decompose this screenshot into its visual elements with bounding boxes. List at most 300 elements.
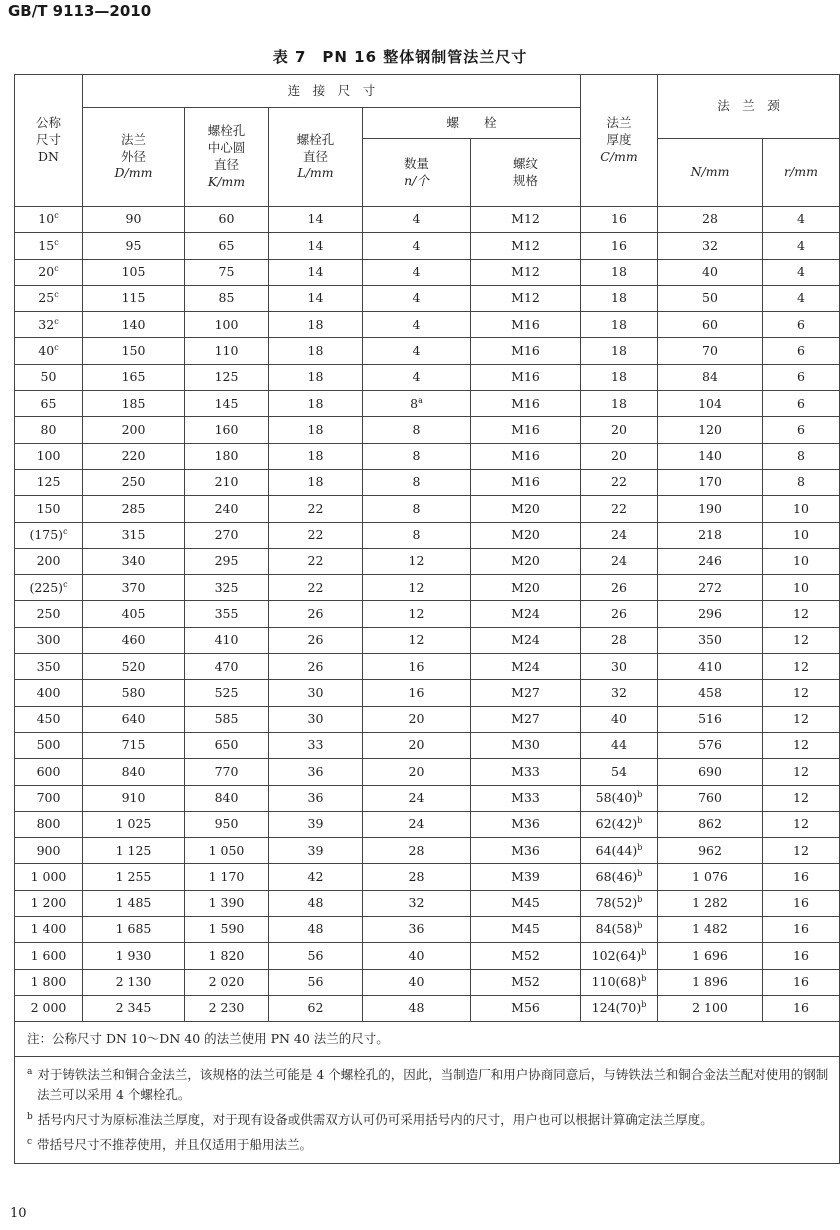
cell-outer-dia: 405	[83, 601, 185, 627]
cell-bolt-qty: 36	[363, 917, 471, 943]
cell-neck-n: 962	[658, 838, 763, 864]
cell-neck-n: 690	[658, 759, 763, 785]
cell-thickness: $84(58)^b$	[581, 917, 658, 943]
cell-bolt-hole: 56	[269, 943, 363, 969]
cell-bolt-thread: M52	[471, 943, 581, 969]
cell-bolt-hole: 39	[269, 811, 363, 837]
cell-bolt-thread: M30	[471, 732, 581, 758]
cell-thickness: $110(68)^b$	[581, 969, 658, 995]
cell-bolt-hole: 14	[269, 285, 363, 311]
header-bolt-qty: 数量 n/个	[363, 139, 471, 207]
table-row	[15, 995, 840, 1021]
cell-thickness: $124(70)^b$	[581, 995, 658, 1021]
header-bolt-circle: 螺栓孔 中心圆 直径 K/mm	[185, 108, 269, 207]
cell-outer-dia: 250	[83, 469, 185, 495]
cell-bolt-qty: 24	[363, 785, 471, 811]
cell-bolt-hole: 14	[269, 207, 363, 233]
cell-bolt-qty: 4	[363, 364, 471, 390]
cell-bolt-qty: 12	[363, 627, 471, 653]
cell-bolt-hole: 22	[269, 548, 363, 574]
cell-dn: 700	[15, 785, 83, 811]
cell-outer-dia: 1 930	[83, 943, 185, 969]
table-row	[15, 732, 840, 758]
cell-bolt-circle: 1 590	[185, 917, 269, 943]
cell-bolt-qty: 12	[363, 601, 471, 627]
cell-bolt-hole: 22	[269, 575, 363, 601]
footnote-ref: c	[54, 342, 59, 352]
table-row	[15, 338, 840, 364]
header-connection: 连 接 尺 寸	[83, 75, 581, 108]
cell-bolt-hole: 48	[269, 917, 363, 943]
cell-neck-n: 104	[658, 391, 763, 417]
cell-dn: 1 000	[15, 864, 83, 890]
cell-outer-dia: 1 685	[83, 917, 185, 943]
cell-dn: 1 600	[15, 943, 83, 969]
cell-neck-r: 6	[763, 312, 840, 338]
footnote-a: $^a$ 对于铸铁法兰和铜合金法兰，该规格的法兰可能是 4 个螺栓孔的，因此，当制造厂和用户协商同意后，与铸铁法兰和铜合金法兰配对使用的钢制法兰可以采用 4 个螺栓孔。	[27, 1066, 829, 1103]
cell-neck-r: 12	[763, 759, 840, 785]
cell-thickness: 54	[581, 759, 658, 785]
cell-bolt-circle: 270	[185, 522, 269, 548]
cell-dn: 2 000	[15, 995, 83, 1021]
cell-outer-dia: 2 345	[83, 995, 185, 1021]
cell-neck-r: 4	[763, 285, 840, 311]
cell-outer-dia: 150	[83, 338, 185, 364]
cell-bolt-hole: 36	[269, 759, 363, 785]
cell-bolt-circle: 110	[185, 338, 269, 364]
cell-outer-dia: 1 125	[83, 838, 185, 864]
cell-outer-dia: 580	[83, 680, 185, 706]
cell-neck-n: 350	[658, 627, 763, 653]
cell-dn: 10$^c$	[15, 207, 83, 233]
cell-neck-n: 516	[658, 706, 763, 732]
cell-outer-dia: 910	[83, 785, 185, 811]
cell-neck-r: 12	[763, 601, 840, 627]
cell-bolt-qty: 8$^a$	[363, 391, 471, 417]
cell-thickness: 24	[581, 548, 658, 574]
cell-neck-r: 12	[763, 838, 840, 864]
flange-dimension-table	[14, 74, 840, 1164]
cell-bolt-thread: M24	[471, 627, 581, 653]
cell-neck-r: 8	[763, 443, 840, 469]
cell-outer-dia: 285	[83, 496, 185, 522]
footnote-ref: c	[63, 526, 68, 536]
cell-bolt-circle: 210	[185, 469, 269, 495]
cell-thickness: 18	[581, 285, 658, 311]
cell-thickness: 26	[581, 601, 658, 627]
table-row	[15, 917, 840, 943]
cell-outer-dia: 2 130	[83, 969, 185, 995]
cell-bolt-circle: 2 020	[185, 969, 269, 995]
cell-thickness: 28	[581, 627, 658, 653]
table-row	[15, 233, 840, 259]
cell-bolt-qty: 4	[363, 233, 471, 259]
table-note: 注：公称尺寸 DN 10～DN 40 的法兰使用 PN 40 法兰的尺寸。	[15, 1022, 840, 1056]
cell-bolt-qty: 4	[363, 285, 471, 311]
cell-thickness: 20	[581, 443, 658, 469]
cell-bolt-circle: 650	[185, 732, 269, 758]
cell-neck-r: 10	[763, 575, 840, 601]
cell-bolt-hole: 30	[269, 680, 363, 706]
header-dn: 公称 尺寸 DN	[15, 75, 83, 207]
header-neck-n: N/mm	[658, 139, 763, 207]
cell-bolt-qty: 8	[363, 522, 471, 548]
cell-outer-dia: 520	[83, 654, 185, 680]
cell-bolt-thread: M12	[471, 259, 581, 285]
cell-bolt-circle: 525	[185, 680, 269, 706]
cell-thickness: 30	[581, 654, 658, 680]
cell-bolt-qty: 20	[363, 732, 471, 758]
cell-dn: 125	[15, 469, 83, 495]
table-row	[15, 601, 840, 627]
cell-bolt-circle: 145	[185, 391, 269, 417]
cell-bolt-thread: M27	[471, 680, 581, 706]
cell-bolt-qty: 32	[363, 890, 471, 916]
cell-bolt-hole: 33	[269, 732, 363, 758]
cell-thickness: 18	[581, 338, 658, 364]
cell-bolt-thread: M36	[471, 838, 581, 864]
cell-bolt-hole: 48	[269, 890, 363, 916]
cell-bolt-circle: 60	[185, 207, 269, 233]
cell-neck-r: 10	[763, 548, 840, 574]
footnote-ref: b	[637, 842, 643, 852]
cell-bolt-circle: 1 820	[185, 943, 269, 969]
cell-bolt-qty: 4	[363, 207, 471, 233]
cell-bolt-thread: M16	[471, 443, 581, 469]
cell-thickness: 22	[581, 496, 658, 522]
cell-bolt-hole: 26	[269, 601, 363, 627]
cell-bolt-qty: 20	[363, 759, 471, 785]
cell-outer-dia: 140	[83, 312, 185, 338]
note-row	[15, 1022, 840, 1056]
cell-neck-r: 8	[763, 469, 840, 495]
cell-bolt-circle: 295	[185, 548, 269, 574]
cell-thickness: 18	[581, 391, 658, 417]
cell-bolt-hole: 18	[269, 417, 363, 443]
cell-thickness: 26	[581, 575, 658, 601]
footnote-ref: c	[54, 211, 59, 221]
cell-bolt-hole: 18	[269, 338, 363, 364]
cell-dn: 1 400	[15, 917, 83, 943]
cell-dn: 150	[15, 496, 83, 522]
cell-neck-r: 6	[763, 338, 840, 364]
cell-neck-n: 190	[658, 496, 763, 522]
cell-neck-n: 60	[658, 312, 763, 338]
cell-bolt-hole: 26	[269, 654, 363, 680]
table-row	[15, 654, 840, 680]
footnote-ref: b	[637, 895, 643, 905]
cell-bolt-qty: 24	[363, 811, 471, 837]
cell-bolt-circle: 950	[185, 811, 269, 837]
cell-neck-r: 12	[763, 706, 840, 732]
cell-neck-n: 1 482	[658, 917, 763, 943]
cell-dn: 20$^c$	[15, 259, 83, 285]
table-row	[15, 496, 840, 522]
footnote-ref: a	[418, 395, 423, 405]
cell-bolt-qty: 40	[363, 943, 471, 969]
cell-bolt-thread: M12	[471, 285, 581, 311]
cell-neck-r: 12	[763, 785, 840, 811]
cell-neck-r: 6	[763, 364, 840, 390]
cell-dn: 25$^c$	[15, 285, 83, 311]
cell-neck-n: 410	[658, 654, 763, 680]
cell-neck-r: 12	[763, 654, 840, 680]
cell-bolt-hole: 14	[269, 233, 363, 259]
header-bolt: 螺 栓	[363, 108, 581, 139]
cell-bolt-circle: 840	[185, 785, 269, 811]
table-row	[15, 627, 840, 653]
cell-bolt-thread: M16	[471, 417, 581, 443]
table-row	[15, 811, 840, 837]
cell-outer-dia: 370	[83, 575, 185, 601]
cell-bolt-circle: 160	[185, 417, 269, 443]
header-bolt-thread: 螺纹 规格	[471, 139, 581, 207]
cell-bolt-thread: M16	[471, 391, 581, 417]
cell-bolt-qty: 40	[363, 969, 471, 995]
standard-code: GB/T 9113—2010	[8, 2, 152, 20]
footnote-b: $^b$ 括号内尺寸为原标准法兰厚度，对于现有设备或供需双方认可仍可采用括号内的尺寸，用户也可以根据计算确定法兰厚度。	[27, 1111, 713, 1128]
cell-neck-n: 1 896	[658, 969, 763, 995]
cell-neck-r: 16	[763, 943, 840, 969]
cell-bolt-circle: 85	[185, 285, 269, 311]
cell-bolt-qty: 28	[363, 838, 471, 864]
cell-neck-n: 120	[658, 417, 763, 443]
cell-bolt-qty: 20	[363, 706, 471, 732]
cell-bolt-qty: 12	[363, 575, 471, 601]
cell-neck-n: 1 076	[658, 864, 763, 890]
cell-bolt-qty: 16	[363, 654, 471, 680]
table-row	[15, 312, 840, 338]
cell-outer-dia: 1 025	[83, 811, 185, 837]
cell-dn: 65	[15, 391, 83, 417]
cell-bolt-thread: M16	[471, 312, 581, 338]
cell-bolt-qty: 8	[363, 469, 471, 495]
cell-bolt-circle: 470	[185, 654, 269, 680]
cell-dn: 400	[15, 680, 83, 706]
cell-bolt-circle: 100	[185, 312, 269, 338]
cell-bolt-hole: 18	[269, 391, 363, 417]
cell-neck-r: 4	[763, 233, 840, 259]
table-row	[15, 759, 840, 785]
cell-neck-r: 16	[763, 995, 840, 1021]
header-bolt-hole: 螺栓孔 直径 L/mm	[269, 108, 363, 207]
cell-bolt-circle: 1 170	[185, 864, 269, 890]
cell-bolt-thread: M39	[471, 864, 581, 890]
cell-thickness: $68(46)^b$	[581, 864, 658, 890]
cell-bolt-circle: 125	[185, 364, 269, 390]
cell-neck-r: 12	[763, 732, 840, 758]
cell-outer-dia: 1 485	[83, 890, 185, 916]
cell-dn: 100	[15, 443, 83, 469]
cell-bolt-thread: M20	[471, 575, 581, 601]
cell-neck-n: 862	[658, 811, 763, 837]
footnote-ref: c	[54, 290, 59, 300]
table-title: 表 7 PN 16 整体钢制管法兰尺寸	[272, 48, 528, 66]
footnote-ref: c	[54, 237, 59, 247]
cell-neck-r: 10	[763, 496, 840, 522]
cell-neck-n: 1 282	[658, 890, 763, 916]
cell-bolt-thread: M12	[471, 207, 581, 233]
cell-bolt-hole: 18	[269, 469, 363, 495]
cell-outer-dia: 165	[83, 364, 185, 390]
cell-thickness: 40	[581, 706, 658, 732]
cell-outer-dia: 315	[83, 522, 185, 548]
table-row	[15, 443, 840, 469]
cell-bolt-hole: 42	[269, 864, 363, 890]
cell-bolt-qty: 8	[363, 496, 471, 522]
cell-thickness: $102(64)^b$	[581, 943, 658, 969]
page-number: 10	[10, 1206, 27, 1221]
table-row	[15, 838, 840, 864]
cell-bolt-circle: 2 230	[185, 995, 269, 1021]
footnote-ref: c	[63, 579, 68, 589]
table-header	[15, 75, 840, 207]
cell-bolt-thread: M36	[471, 811, 581, 837]
cell-neck-n: 218	[658, 522, 763, 548]
cell-thickness: $64(44)^b$	[581, 838, 658, 864]
cell-bolt-circle: 1 390	[185, 890, 269, 916]
table-row	[15, 943, 840, 969]
cell-thickness: 18	[581, 312, 658, 338]
cell-outer-dia: 460	[83, 627, 185, 653]
cell-bolt-thread: M16	[471, 338, 581, 364]
cell-neck-r: 12	[763, 680, 840, 706]
cell-outer-dia: 220	[83, 443, 185, 469]
cell-dn: 1 200	[15, 890, 83, 916]
cell-neck-r: 6	[763, 417, 840, 443]
cell-thickness: $78(52)^b$	[581, 890, 658, 916]
table-row	[15, 364, 840, 390]
cell-bolt-thread: M16	[471, 469, 581, 495]
table-body	[15, 207, 840, 1164]
footnote-ref: b	[637, 921, 643, 931]
cell-neck-n: 458	[658, 680, 763, 706]
cell-dn: 450	[15, 706, 83, 732]
cell-bolt-hole: 62	[269, 995, 363, 1021]
cell-bolt-hole: 14	[269, 259, 363, 285]
table-row	[15, 969, 840, 995]
cell-bolt-hole: 22	[269, 522, 363, 548]
cell-dn: $(225)^c$	[15, 575, 83, 601]
cell-bolt-hole: 22	[269, 496, 363, 522]
cell-thickness: 16	[581, 233, 658, 259]
cell-dn: 200	[15, 548, 83, 574]
footnote-ref: c	[54, 316, 59, 326]
cell-neck-r: 16	[763, 864, 840, 890]
cell-bolt-circle: 1 050	[185, 838, 269, 864]
table-row	[15, 548, 840, 574]
cell-dn: 32$^c$	[15, 312, 83, 338]
cell-bolt-thread: M52	[471, 969, 581, 995]
cell-thickness: 18	[581, 259, 658, 285]
cell-bolt-circle: 410	[185, 627, 269, 653]
cell-outer-dia: 105	[83, 259, 185, 285]
cell-outer-dia: 640	[83, 706, 185, 732]
cell-dn: $(175)^c$	[15, 522, 83, 548]
cell-dn: 600	[15, 759, 83, 785]
cell-thickness: 24	[581, 522, 658, 548]
cell-bolt-qty: 16	[363, 680, 471, 706]
cell-bolt-circle: 325	[185, 575, 269, 601]
cell-bolt-hole: 18	[269, 443, 363, 469]
table-row	[15, 285, 840, 311]
table-row	[15, 522, 840, 548]
cell-neck-n: 1 696	[658, 943, 763, 969]
cell-bolt-thread: M33	[471, 759, 581, 785]
table-row	[15, 890, 840, 916]
cell-thickness: 16	[581, 207, 658, 233]
cell-neck-n: 32	[658, 233, 763, 259]
cell-bolt-thread: M20	[471, 548, 581, 574]
cell-neck-n: 40	[658, 259, 763, 285]
cell-outer-dia: 200	[83, 417, 185, 443]
cell-neck-r: 4	[763, 259, 840, 285]
cell-bolt-circle: 585	[185, 706, 269, 732]
cell-neck-n: 246	[658, 548, 763, 574]
cell-bolt-qty: 4	[363, 259, 471, 285]
cell-bolt-thread: M33	[471, 785, 581, 811]
cell-outer-dia: 715	[83, 732, 185, 758]
cell-neck-n: 170	[658, 469, 763, 495]
cell-bolt-qty: 4	[363, 338, 471, 364]
cell-outer-dia: 90	[83, 207, 185, 233]
cell-bolt-circle: 770	[185, 759, 269, 785]
cell-neck-n: 576	[658, 732, 763, 758]
cell-outer-dia: 340	[83, 548, 185, 574]
table-row	[15, 417, 840, 443]
cell-dn: 350	[15, 654, 83, 680]
cell-neck-n: 28	[658, 207, 763, 233]
cell-bolt-qty: 48	[363, 995, 471, 1021]
cell-bolt-thread: M24	[471, 654, 581, 680]
cell-thickness: 32	[581, 680, 658, 706]
cell-bolt-thread: M45	[471, 917, 581, 943]
cell-neck-r: 4	[763, 207, 840, 233]
cell-outer-dia: 1 255	[83, 864, 185, 890]
cell-bolt-hole: 39	[269, 838, 363, 864]
cell-bolt-qty: 8	[363, 443, 471, 469]
footnote-ref: c	[54, 263, 59, 273]
footnotes-row	[15, 1056, 840, 1164]
cell-outer-dia: 840	[83, 759, 185, 785]
cell-bolt-hole: 30	[269, 706, 363, 732]
cell-neck-n: 272	[658, 575, 763, 601]
cell-outer-dia: 95	[83, 233, 185, 259]
cell-neck-r: 16	[763, 890, 840, 916]
table-row	[15, 469, 840, 495]
cell-bolt-qty: 28	[363, 864, 471, 890]
cell-bolt-hole: 36	[269, 785, 363, 811]
cell-bolt-qty: 4	[363, 312, 471, 338]
table-footnotes	[15, 1056, 840, 1164]
cell-neck-n: 760	[658, 785, 763, 811]
header-neck-r: r/mm	[763, 139, 840, 207]
cell-thickness: $62(42)^b$	[581, 811, 658, 837]
cell-neck-r: 6	[763, 391, 840, 417]
cell-bolt-circle: 75	[185, 259, 269, 285]
cell-bolt-qty: 12	[363, 548, 471, 574]
header-outer-dia: 法兰 外径 D/mm	[83, 108, 185, 207]
header-thickness: 法兰 厚度 C/mm	[581, 75, 658, 207]
cell-neck-r: 12	[763, 627, 840, 653]
cell-bolt-circle: 180	[185, 443, 269, 469]
cell-bolt-circle: 240	[185, 496, 269, 522]
header-neck: 法 兰 颈	[658, 75, 840, 139]
table-row	[15, 680, 840, 706]
cell-thickness: $58(40)^b$	[581, 785, 658, 811]
cell-bolt-hole: 56	[269, 969, 363, 995]
cell-neck-n: 70	[658, 338, 763, 364]
